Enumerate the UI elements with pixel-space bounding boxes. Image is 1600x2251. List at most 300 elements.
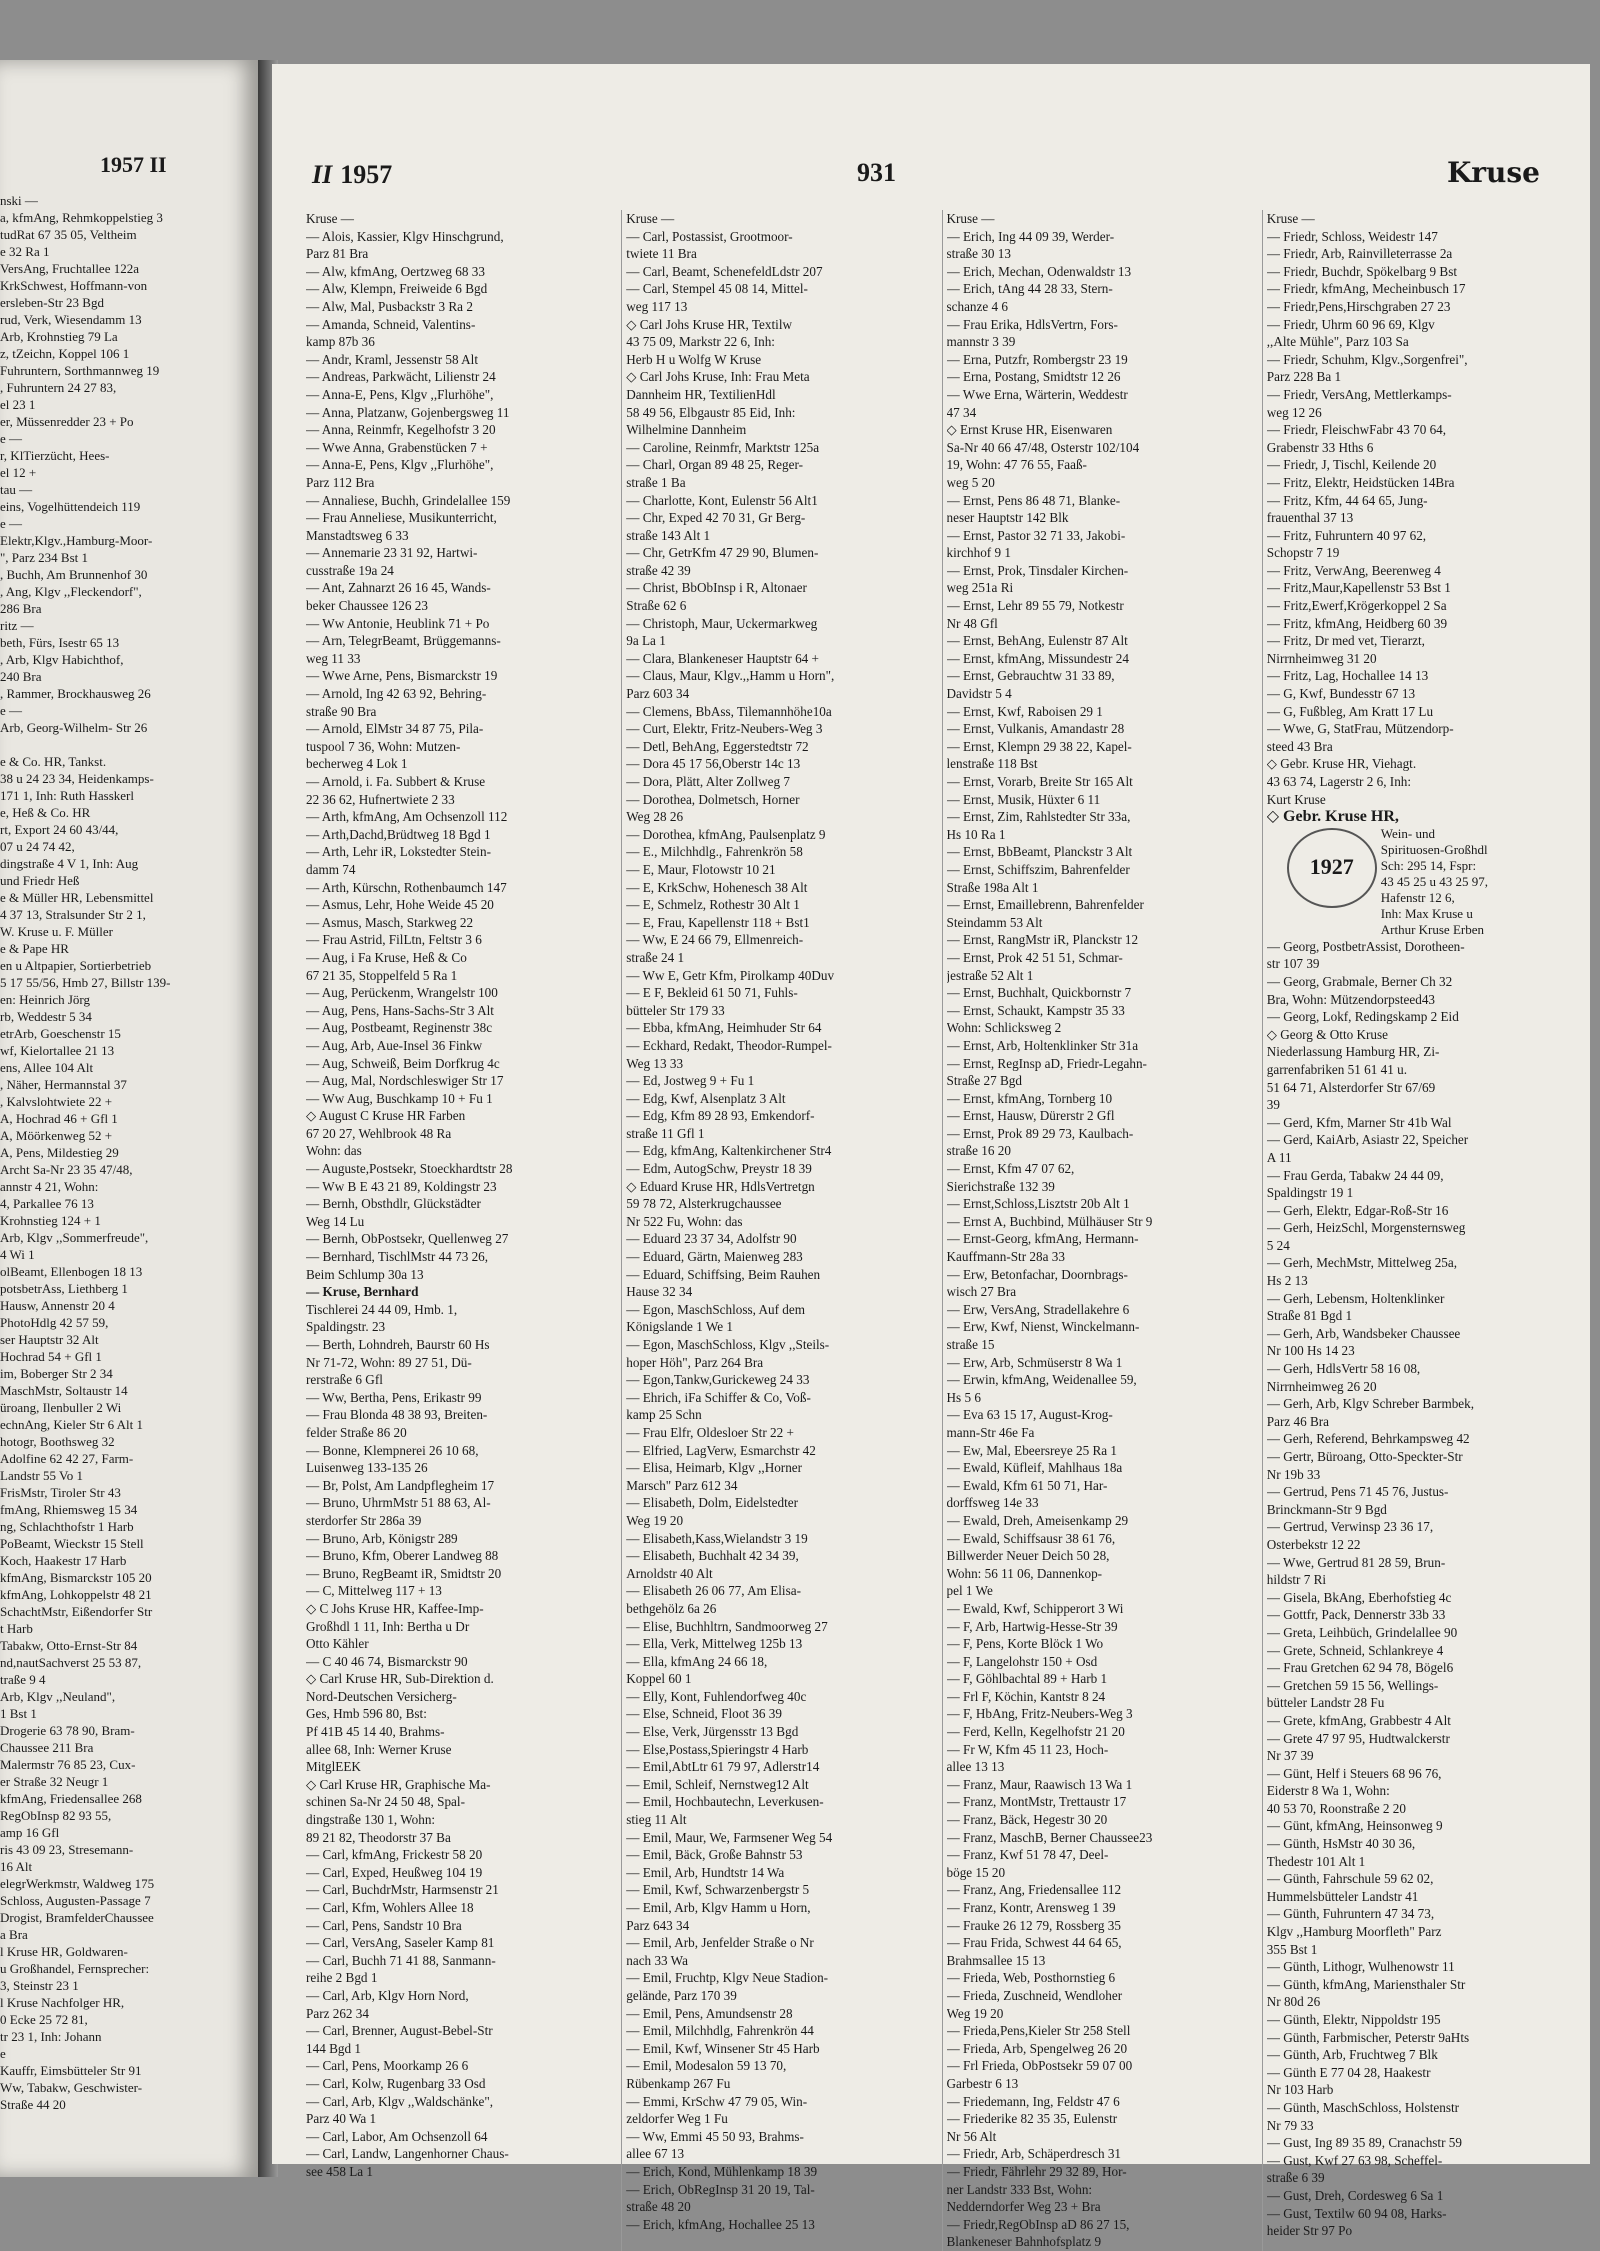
directory-entry-line: Kruse — — [1266, 211, 1315, 226]
directory-entry-line: — Curt, Elektr, Fritz-Neubers-Weg 3 — [626, 721, 823, 737]
directory-entry-line: straße 6 39 — [1266, 2170, 1325, 2186]
directory-entry-line: straße 11 Gfl 1 — [626, 1125, 705, 1141]
directory-entry-line: hoper Höh", Parz 264 Bra — [626, 1354, 764, 1370]
directory-entry-line: — Günth E 77 04 28, Haakestr — [1266, 2064, 1431, 2080]
directory-entry-line: — Arnold, ElMstr 34 87 75, Pila- — [306, 721, 484, 737]
directory-entry-line: — Bruno, Arb, Königstr 289 — [306, 1530, 458, 1546]
left-page-line: eins, Vogelhüttendeich 119 — [0, 499, 141, 514]
directory-entry-line: — Fritz, Dr med vet, Tierarzt, — [1266, 633, 1425, 649]
left-page-line: ersleben-Str 23 Bgd — [0, 295, 104, 310]
directory-entry-line: bütteler Landstr 28 Fu — [1266, 1695, 1385, 1711]
directory-entry-line: beker Chaussee 126 23 — [306, 598, 428, 614]
directory-entry-line: — Ernst, Prok 42 51 51, Schmar- — [946, 949, 1123, 965]
directory-entry-line: Weg 28 26 — [626, 809, 684, 825]
directory-entry-line: — Arth, Lehr iR, Lokstedter Stein- — [306, 844, 491, 860]
directory-entry-line: garrenfabriken 51 61 41 u. — [1266, 1061, 1408, 1077]
directory-entry-line: allee 67 13 — [626, 2146, 685, 2162]
advertisement-line: Wein- und — [1380, 825, 1435, 841]
directory-entry-line: — Gerd, Kfm, Marner Str 41b Wal — [1266, 1114, 1452, 1130]
directory-entry-line: Nr 19b 33 — [1266, 1466, 1321, 1482]
directory-entry-line: — Emil, Bäck, Große Bahnstr 53 — [626, 1847, 803, 1863]
left-page-line: im, Boberger Str 2 34 — [0, 1366, 113, 1381]
directory-entry-line: — Ernst, Schiffszim, Bahrenfelder — [946, 861, 1130, 877]
directory-entry-line: — Erich, Kond, Mühlenkamp 18 39 — [626, 2163, 818, 2179]
directory-entry-line: — Gertrud, Verwinsp 23 36 17, — [1266, 1519, 1434, 1535]
left-page-line: tr 23 1, Inh: Johann — [0, 2029, 102, 2044]
directory-entry-line: — Anna-E, Pens, Klgv ,,Flurhöhe", — [306, 386, 494, 402]
directory-entry-line: — Wwe Anna, Grabenstücken 7 + — [306, 439, 488, 455]
directory-entry-line: — Edm, AutogSchw, Preystr 18 39 — [626, 1161, 812, 1177]
directory-entry-line: — Elly, Kont, Fuhlendorfweg 40c — [626, 1688, 807, 1704]
directory-entry-line: — Ernst, Musik, Hüxter 6 11 — [946, 791, 1101, 807]
directory-entry-line: dingstraße 130 1, Wohn: — [306, 1812, 436, 1828]
left-page-line: 286 Bra — [0, 601, 42, 616]
directory-entry-line: 51 64 71, Alsterdorfer Str 67/69 — [1266, 1079, 1436, 1095]
directory-entry-line: — Bonne, Klempnerei 26 10 68, — [306, 1442, 479, 1458]
directory-entry-line: Straße 198a Alt 1 — [946, 879, 1039, 895]
directory-entry-line: Parz 81 Bra — [306, 246, 369, 262]
directory-entry-line: — Ernst, Vorarb, Breite Str 165 Alt — [946, 774, 1133, 789]
directory-entry-line: — Ww E, Getr Kfm, Pirolkamp 40Duv — [626, 967, 835, 983]
directory-entry-line: — F, Pens, Korte Blöck 1 Wo — [946, 1636, 1104, 1652]
directory-entry-line: — Carl, Exped, Heußweg 104 19 — [306, 1864, 483, 1880]
directory-entry-line: — Günth, Fahrschule 59 62 02, — [1266, 1871, 1434, 1887]
left-page-line: A, Pens, Mildestieg 29 — [0, 1145, 119, 1160]
directory-entry-line: Großhdl 1 11, Inh: Bertha u Dr — [306, 1618, 470, 1634]
directory-entry-line: — Aug, Perückenm, Wrangelstr 100 — [306, 985, 498, 1001]
left-page-line: FrisMstr, Tiroler Str 43 — [0, 1485, 121, 1500]
directory-entry-line: — Emil,AbtLtr 61 79 97, Adlerstr14 — [626, 1759, 820, 1775]
directory-entry-line: — Wwe, Gertrud 81 28 59, Brun- — [1266, 1554, 1446, 1570]
left-page-line: Landstr 55 Vo 1 — [0, 1468, 83, 1483]
left-page-line: Hausw, Annenstr 20 4 — [0, 1298, 115, 1313]
directory-entry-line: Wohn: Schlicksweg 2 — [946, 1020, 1062, 1036]
directory-entry-line: — Friedr, FleischwFabr 43 70 64, — [1266, 422, 1447, 438]
directory-entry-line: ◇ Georg & Otto Kruse — [1266, 1026, 1388, 1042]
directory-entry-line: weg 5 20 — [946, 474, 995, 490]
directory-entry-line: — Ehrich, iFa Schiffer & Co, Voß- — [626, 1389, 811, 1405]
directory-entry-line: — Gerh, Elektr, Edgar-Roß-Str 16 — [1266, 1202, 1449, 1218]
directory-entry-line: — Ernst, RangMstr iR, Planckstr 12 — [946, 932, 1139, 948]
directory-entry-line: — Br, Polst, Am Landpflegheim 17 — [306, 1477, 495, 1493]
directory-entry-line: — Else, Schneid, Floot 36 39 — [626, 1706, 782, 1722]
directory-entry-line: Hs 10 Ra 1 — [946, 826, 1006, 842]
directory-entry-line: — Ernst, Pens 86 48 71, Blanke- — [946, 492, 1121, 508]
directory-entry-line: — Clemens, BbAss, Tilemannhöhe10a — [626, 703, 832, 719]
directory-entry-line: — Carl, Kolw, Rugenbarg 33 Osd — [306, 2075, 486, 2091]
directory-entry-line: Bra, Wohn: Mützendorpsteed43 — [1266, 991, 1436, 1007]
left-page-line: Fuhruntern, Sorthmannweg 19 — [0, 363, 160, 378]
directory-entry-line: Kurt Kruse — [1266, 791, 1326, 807]
directory-entry-line: — Gretchen 59 15 56, Wellings- — [1266, 1677, 1439, 1693]
directory-entry-line: dorffsweg 14e 33 — [946, 1495, 1039, 1511]
directory-entry-line: — Friedr, Schuhm, Klgv.,Sorgenfrei", — [1266, 351, 1468, 367]
left-page-line: ser Hauptstr 32 Alt — [0, 1332, 99, 1347]
left-page-line: 4 Wi 1 — [0, 1247, 35, 1262]
directory-entry-line: — Friedr, Schloss, Weidestr 147 — [1266, 228, 1438, 244]
directory-entry-line: Niederlassung Hamburg HR, Zi- — [1266, 1044, 1440, 1060]
directory-entry-line: — Asmus, Masch, Starkweg 22 — [306, 914, 474, 930]
left-page-line: 07 u 24 74 42, — [0, 839, 75, 854]
left-page-line: wf, Kielortallee 21 13 — [0, 1043, 115, 1058]
directory-entry-line: — Charlotte, Kont, Eulenstr 56 Alt1 — [626, 492, 818, 508]
directory-entry-line: 144 Bgd 1 — [306, 2040, 361, 2056]
directory-entry-line: frauenthal 37 13 — [1266, 510, 1354, 526]
directory-entry-line: schanze 4 6 — [946, 298, 1009, 314]
directory-entry-line: — Carl, Buchh 71 41 88, Sanmann- — [306, 1952, 496, 1968]
directory-entry-line: wisch 27 Bra — [946, 1284, 1017, 1300]
directory-entry-line: — Gerh, MechMstr, Mittelweg 25a, — [1266, 1255, 1458, 1271]
directory-entry-line: — E, Maur, Flotowstr 10 21 — [626, 861, 776, 877]
directory-entry-line: — Ernst-Georg, kfmAng, Hermann- — [946, 1231, 1139, 1247]
directory-entry-line: 58 49 56, Elbgaustr 85 Eid, Inh: — [626, 404, 796, 420]
directory-entry-line: — Amanda, Schneid, Valentins- — [306, 316, 476, 332]
directory-entry-line: — Aug, Arb, Aue-Insel 36 Finkw — [306, 1037, 483, 1053]
left-page-line: t Harb — [0, 1621, 33, 1636]
directory-entry-line: ◇ Carl Kruse HR, Sub-Direktion d. — [306, 1671, 494, 1687]
directory-entry-line: becherweg 4 Lok 1 — [306, 756, 408, 772]
left-page-line: kfmAng, Lohkoppelstr 48 21 — [0, 1587, 152, 1602]
directory-entry-line: — Christ, BbObInsp i R, Altonaer — [626, 580, 807, 596]
directory-entry-line: Grabenstr 33 Hths 6 — [1266, 439, 1374, 455]
directory-entry-line: Sierichstraße 132 39 — [946, 1178, 1055, 1194]
directory-entry-line: — Greta, Leihbüch, Grindelallee 90 — [1266, 1624, 1458, 1640]
directory-entry-line: stieg 11 Alt — [626, 1812, 687, 1828]
directory-entry-line: — Ernst, Prok, Tinsdaler Kirchen- — [946, 562, 1129, 578]
directory-entry-line: mannstr 3 39 — [946, 334, 1016, 350]
directory-entry-line: — Ernst, Hausw, Dürerstr 2 Gfl — [946, 1108, 1115, 1124]
directory-entry-line: straße 143 Alt 1 — [626, 527, 711, 543]
directory-entry-line: — Gertrud, Pens 71 45 76, Justus- — [1266, 1484, 1449, 1500]
directory-entry-line: — Ernst, Zim, Rahlstedter Str 33a, — [946, 809, 1131, 825]
directory-entry-line: rerstraße 6 Gfl — [306, 1372, 383, 1388]
directory-entry-line: — Günth, Farbmischer, Peterstr 9aHts — [1266, 2029, 1470, 2045]
directory-entry-line: Otto Kähler — [306, 1636, 369, 1652]
directory-entry-line: Parz 262 34 — [306, 2005, 369, 2021]
directory-entry-line: — Gerd, KaiArb, Asiastr 22, Speicher — [1266, 1132, 1469, 1148]
directory-entry-line: — Carl, Labor, Am Ochsenzoll 64 — [306, 2128, 488, 2144]
advertisement-line: Hafenstr 12 6, — [1380, 889, 1455, 905]
directory-entry-line: — Ernst, Kwf, Raboisen 29 1 — [946, 703, 1103, 719]
directory-entry-line: — Gust, Kwf 27 63 98, Scheffel- — [1266, 2152, 1443, 2168]
directory-entry-line: Weg 19 20 — [946, 2005, 1004, 2021]
directory-entry-line: Nr 80d 26 — [1266, 1994, 1321, 2010]
directory-entry-line: sterdorfer Str 286a 39 — [306, 1512, 422, 1528]
directory-entry-line: — Grete, Schneid, Schlankreye 4 — [1266, 1642, 1444, 1658]
directory-entry-line: damm 74 — [306, 861, 356, 877]
directory-entry-line: lenstraße 118 Bst — [946, 756, 1038, 772]
directory-entry-line: — Auguste,Postsekr, Stoeckhardtstr 28 — [306, 1161, 513, 1177]
left-page-line: VersAng, Fruchtallee 122a — [0, 261, 139, 276]
directory-entry-line: — Annemarie 23 31 92, Hartwi- — [306, 545, 478, 561]
directory-entry-line: — Carl, Stempel 45 08 14, Mittel- — [626, 281, 808, 297]
directory-entry-line: — Elisabeth, Buchhalt 42 34 39, — [626, 1548, 799, 1564]
directory-entry-line: — Aug, Schweiß, Beim Dorfkrug 4c — [306, 1055, 500, 1071]
directory-entry-line: — C, Mittelweg 117 + 13 — [306, 1583, 442, 1599]
advertisement-line: 43 45 25 u 43 25 97, — [1380, 873, 1488, 889]
directory-entry-line: straße 30 13 — [946, 246, 1011, 262]
directory-entry-line: — Ernst, Pastor 32 71 33, Jakobi- — [946, 527, 1126, 543]
directory-entry-line: — Gerh, HdlsVertr 58 16 08, — [1266, 1361, 1421, 1377]
left-page-line: , Kalvslohtwiete 22 + — [0, 1094, 113, 1109]
directory-entry-line: Nr 48 Gfl — [946, 615, 998, 631]
directory-entry-line: — Ww, E 24 66 79, Ellmenreich- — [626, 932, 804, 948]
directory-entry-line: — Gerh, Referend, Behrkampsweg 42 — [1266, 1431, 1470, 1447]
directory-entry-line: — Ww Antonie, Heublink 71 + Po — [306, 615, 490, 631]
directory-entry-line: ◇ Eduard Kruse HR, HdlsVertretgn — [626, 1178, 815, 1194]
directory-entry-line: — Fritz, Kfm, 44 64 65, Jung- — [1266, 492, 1428, 508]
directory-entry-line: — Franz, Bäck, Hegestr 30 20 — [946, 1812, 1108, 1828]
left-page-line: elegrWerkmstr, Waldweg 175 — [0, 1876, 155, 1891]
directory-entry-line: — Emil, Pens, Amundsenstr 28 — [626, 2005, 793, 2021]
directory-entry-line: — Fr W, Kfm 45 11 23, Hoch- — [946, 1741, 1109, 1757]
directory-entry-line: Beim Schlump 30a 13 — [306, 1266, 424, 1282]
directory-entry-line: — Erw, Betonfachar, Doornbrags- — [946, 1266, 1128, 1282]
directory-entry-line: — Günth, MaschSchloss, Holstenstr — [1266, 2099, 1460, 2115]
directory-entry-line: — Arth, Kürschn, Rothenbaumch 147 — [306, 879, 507, 895]
running-head: Kruse — [1446, 156, 1540, 189]
left-page-line: 240 Bra — [0, 669, 42, 684]
directory-entry-line: — Ebba, kfmAng, Heimhuder Str 64 — [626, 1020, 822, 1036]
directory-entry-line: Brinckmann-Str 9 Bgd — [1266, 1501, 1387, 1517]
left-page-line: ", Parz 234 Bst 1 — [0, 550, 88, 565]
directory-entry-line: — Asmus, Lehr, Hohe Weide 45 20 — [306, 897, 494, 913]
left-page-line: Kauffr, Eimsbütteler Str 91 — [0, 2063, 142, 2078]
directory-entry-line: — Franz, Maur, Raawisch 13 Wa 1 — [946, 1776, 1133, 1792]
left-page-line: tau — — [0, 482, 33, 497]
directory-entry-line: — Dorothea, kfmAng, Paulsenplatz 9 — [626, 826, 826, 842]
directory-entry-line: 9a La 1 — [626, 633, 666, 649]
directory-entry-line: — Ernst, Emaillebrenn, Bahrenfelder — [946, 897, 1144, 913]
directory-entry-line: weg 117 13 — [626, 298, 688, 314]
directory-entry-line: Kruse — — [306, 211, 354, 226]
left-page-line: rud, Verk, Wiesendamm 13 — [0, 312, 142, 327]
directory-entry-line: Parz 112 Bra — [306, 474, 375, 490]
directory-entry-line: — Clara, Blankeneser Hauptstr 64 + — [626, 650, 819, 666]
directory-entry-line: — F, Arb, Hartwig-Hesse-Str 39 — [946, 1618, 1118, 1634]
left-page-line: a, kfmAng, Rehmkoppelstieg 3 — [0, 210, 163, 225]
directory-entry-line: — Frieda, Web, Posthornstieg 6 — [946, 1970, 1116, 1986]
directory-entry-line: — Eva 63 15 17, August-Krog- — [946, 1407, 1113, 1423]
directory-entry-line: — F, HbAng, Fritz-Neubers-Weg 3 — [946, 1706, 1133, 1722]
left-page-line: Malermstr 76 85 23, Cux- — [0, 1757, 136, 1772]
left-page-line: PhotoHdlg 42 57 59, — [0, 1315, 109, 1330]
left-page-line: Koch, Haakestr 17 Harb — [0, 1553, 127, 1568]
directory-entry-line: Tischlerei 24 44 09, Hmb. 1, — [306, 1301, 458, 1317]
directory-entry-line: straße 42 39 — [626, 562, 691, 578]
left-page-line: e & Müller HR, Lebensmittel — [0, 890, 154, 905]
directory-entry-line: Nr 100 Hs 14 23 — [1266, 1343, 1355, 1359]
left-page — [0, 60, 258, 2177]
left-page-line: 3, Steinstr 23 1 — [0, 1978, 79, 1993]
directory-entry-line: — Friederike 82 35 35, Eulenstr — [946, 2111, 1118, 2127]
directory-entry-line: 89 21 82, Theodorstr 37 Ba — [306, 1829, 451, 1845]
directory-entry-line: allee 68, Inh: Werner Kruse — [306, 1741, 452, 1757]
directory-entry-line: — Günt, kfmAng, Heinsonweg 9 — [1266, 1818, 1443, 1834]
directory-entry-line: jestraße 52 Alt 1 — [946, 967, 1034, 983]
directory-entry-line: weg 251a Ri — [946, 580, 1014, 596]
directory-entry-line: kamp 25 Schn — [626, 1407, 702, 1423]
directory-entry-line: — Erwin, kfmAng, Weidenallee 59, — [946, 1372, 1137, 1388]
directory-entry-line: — Eckhard, Redakt, Theodor-Rumpel- — [626, 1037, 832, 1053]
left-page-line: en: Heinrich Jörg — [0, 992, 91, 1007]
directory-entry-line: — Edg, Kfm 89 28 93, Emkendorf- — [626, 1108, 815, 1124]
directory-entry-line: — Ernst, Arb, Holtenklinker Str 31a — [946, 1037, 1139, 1053]
directory-entry-line: Blankeneser Bahnhofsplatz 9 — [946, 2234, 1102, 2250]
directory-entry-line: — Edg, kfmAng, Kaltenkirchener Str4 — [626, 1143, 832, 1159]
directory-entry-line: — Erna, Putzfr, Rombergstr 23 19 — [946, 351, 1128, 367]
directory-entry-line: 22 36 62, Hufnertwiete 2 33 — [306, 791, 455, 807]
directory-entry-line: — Ernst, Buchhalt, Quickbornstr 7 — [946, 985, 1132, 1001]
left-page-line: e — — [0, 703, 23, 718]
directory-entry-line: — Frieda, Zuschneid, Wendloher — [946, 1987, 1123, 2003]
directory-entry-line: — Dorothea, Dolmetsch, Horner — [626, 791, 800, 807]
directory-entry-line: — Egon, MaschSchloss, Klgv ,,Steils- — [626, 1337, 830, 1352]
directory-entry-line: Billwerder Neuer Deich 50 28, — [946, 1548, 1110, 1564]
directory-entry-line: — Wwe, G, StatFrau, Mützendorp- — [1266, 721, 1454, 737]
founding-year-seal: 1927 — [1287, 828, 1377, 908]
left-page-line: rb, Weddestr 5 34 — [0, 1009, 92, 1024]
directory-entry-line: — Berth, Lohndreh, Baurstr 60 Hs — [306, 1337, 490, 1352]
left-page-line: 5 17 55/56, Hmb 27, Billstr 139- — [0, 975, 171, 990]
directory-entry-line: — Ewald, Kfm 61 50 71, Har- — [946, 1477, 1108, 1493]
directory-entry-line: Rübenkamp 267 Fu — [626, 2075, 731, 2091]
directory-entry-line: — Frau Anneliese, Musikunterricht, — [306, 510, 497, 526]
directory-entry-line: straße 15 — [946, 1337, 995, 1352]
left-page-line: Arb, Klgv ,,Neuland", — [0, 1689, 116, 1704]
directory-entry-line: — Friedr,Pens,Hirschgraben 27 23 — [1266, 298, 1451, 314]
directory-entry-line: Dannheim HR, TextilienHdl — [626, 386, 776, 402]
directory-entry-line: — Ww, Emmi 45 50 93, Brahms- — [626, 2128, 804, 2144]
directory-entry-line: — Ernst, BbBeamt, Planckstr 3 Alt — [946, 844, 1133, 860]
directory-entry-line: — Egon,Tankw,Gurickeweg 24 33 — [626, 1372, 810, 1388]
directory-entry-line: — Ernst, Kfm 47 07 62, — [946, 1161, 1075, 1177]
directory-entry-line: — Frau Elfr, Oldesloer Str 22 + — [626, 1424, 794, 1440]
directory-entry-line: — Bruno, UhrmMstr 51 88 63, Al- — [306, 1495, 491, 1511]
directory-entry-line: — Frl Frieda, ObPostsekr 59 07 00 — [946, 2058, 1133, 2074]
directory-entry-line: twiete 11 Bra — [626, 246, 697, 262]
directory-entry-line: — Ernst,Schloss,Lisztstr 20b Alt 1 — [946, 1196, 1130, 1212]
directory-entry-line: mann-Str 46e Fa — [946, 1424, 1035, 1440]
directory-entry-line: — Ella, kfmAng 24 66 18, — [626, 1653, 768, 1669]
directory-entry-line: — Carl, Kfm, Wohlers Allee 18 — [306, 1900, 474, 1915]
directory-entry-line: — F, Langelohstr 150 + Osd — [946, 1653, 1098, 1669]
directory-entry-line: — Arth, kfmAng, Am Ochsenzoll 112 — [306, 809, 508, 825]
directory-entry-line: — Gerh, HeizSchl, Morgensternsweg — [1266, 1220, 1466, 1236]
left-page-line: Chaussee 211 Bra — [0, 1740, 94, 1755]
directory-entry-line: — Emil, Hochbautechn, Leverkusen- — [626, 1794, 824, 1810]
directory-entry-line: — Ernst, Klempn 29 38 22, Kapel- — [946, 738, 1132, 754]
directory-entry-line: — Bruno, Kfm, Oberer Landweg 88 — [306, 1548, 499, 1564]
advertisement-line: Spirituosen-Großhdl — [1380, 841, 1488, 857]
gebr-kruse-advertisement — [1267, 826, 1572, 938]
left-page-line: e 32 Ra 1 — [0, 244, 50, 259]
directory-entry-line: Parz 228 Ba 1 — [1266, 369, 1342, 385]
left-page-line: Drogist, BramfelderChaussee — [0, 1910, 154, 1925]
directory-entry-line: — Andr, Kraml, Jessenstr 58 Alt — [306, 351, 478, 367]
left-page-line: e — — [0, 431, 23, 446]
left-page-line: u Großhandel, Fernsprecher: — [0, 1961, 150, 1976]
directory-entry-line: — Georg, PostbetrAssist, Dorotheen- — [1266, 938, 1465, 954]
directory-entry-line: — Frl F, Köchin, Kantstr 8 24 — [946, 1688, 1106, 1704]
directory-entry-line: MitglEEK — [306, 1759, 361, 1775]
directory-entry-line: pel 1 We — [946, 1583, 993, 1599]
left-page-line: 1 Bst 1 — [0, 1706, 37, 1721]
directory-entry-line: — Egon, MaschSchloss, Auf dem — [626, 1301, 806, 1317]
directory-entry-line: — Ww B E 43 21 89, Koldingstr 23 — [306, 1178, 497, 1194]
directory-entry-line: — Ernst, Gebrauchtw 31 33 89, — [946, 668, 1115, 684]
directory-entry-line: — G, Kwf, Bundesstr 67 13 — [1266, 686, 1416, 702]
directory-entry-line: 59 78 72, Alsterkrugchaussee — [626, 1196, 782, 1212]
directory-entry-line: gelände, Parz 170 39 — [626, 1987, 737, 2003]
left-page-line: A, Hochrad 46 + Gfl 1 — [0, 1111, 118, 1126]
directory-entry-line: heider Str 97 Po — [1266, 2223, 1353, 2239]
left-page-line: Krohnstieg 124 + 1 — [0, 1213, 101, 1228]
left-page-line: Archt Sa-Nr 23 35 47/48, — [0, 1162, 133, 1177]
directory-entry-line: — E F, Bekleid 61 50 71, Fuhls- — [626, 985, 798, 1001]
left-page-line: a Bra — [0, 1927, 28, 1942]
directory-entry-line: — C 40 46 74, Bismarckstr 90 — [306, 1653, 468, 1669]
directory-entry-line: bethgehölz 6a 26 — [626, 1600, 717, 1616]
page-header — [312, 154, 1570, 194]
left-page-line: nski — — [0, 193, 38, 208]
directory-entry-line: — Frau Blonda 48 38 93, Breiten- — [306, 1407, 488, 1423]
directory-entry-line: 355 Bst 1 — [1266, 1941, 1318, 1957]
directory-entry-line: Nr 103 Harb — [1266, 2082, 1334, 2098]
directory-entry-line: — Franz, MontMstr, Trettaustr 17 — [946, 1794, 1127, 1810]
directory-entry-line: — Wwe Arne, Pens, Bismarckstr 19 — [306, 668, 498, 684]
directory-entry-line: — Carl, Postassist, Grootmoor- — [626, 228, 793, 244]
directory-entry-line: — Frau Erika, HdlsVertrn, Fors- — [946, 316, 1118, 332]
directory-entry-line: weg 11 33 — [306, 650, 361, 666]
directory-entry-line: — Günt, Helf i Steuers 68 96 76, — [1266, 1765, 1442, 1781]
directory-entry-line: — Frau Frida, Schwest 44 64 65, — [946, 1935, 1122, 1951]
directory-entry-line: straße 1 Ba — [626, 474, 686, 490]
directory-entry-line: Hs 2 13 — [1266, 1273, 1308, 1289]
directory-entry-line: — Ella, Verk, Mittelweg 125b 13 — [626, 1636, 803, 1652]
directory-entry-line: — E, KrkSchw, Hohenesch 38 Alt — [626, 879, 808, 895]
directory-entry-line: Osterbekstr 12 22 — [1266, 1536, 1361, 1552]
directory-entry-line: — Alw, Mal, Pusbackstr 3 Ra 2 — [306, 298, 473, 314]
directory-entry-line: Kauffmann-Str 28a 33 — [946, 1249, 1065, 1265]
directory-entry-line: Arnoldstr 40 Alt — [626, 1565, 713, 1581]
directory-entry-line: — Gertr, Büroang, Otto-Speckter-Str — [1266, 1449, 1463, 1464]
directory-entry-line: — Aug, Mal, Nordschleswiger Str 17 — [306, 1073, 504, 1089]
directory-entry-line: — Frieda, Arb, Spengelweg 26 20 — [946, 2040, 1128, 2056]
directory-entry-line: — Ew, Mal, Ebeersreye 25 Ra 1 — [946, 1442, 1118, 1458]
left-page-line: Ww, Tabakw, Geschwister- — [0, 2080, 143, 2095]
directory-entry-line: — Chr, Exped 42 70 31, Gr Berg- — [626, 510, 806, 526]
left-page-line: , Fuhruntern 24 27 83, — [0, 380, 117, 395]
left-page-line: en u Altpapier, Sortierbetrieb — [0, 958, 152, 973]
directory-entry-line: — Fritz, Lag, Hochallee 14 13 — [1266, 668, 1429, 684]
directory-entry-line: — Edg, Kwf, Alsenplatz 3 Alt — [626, 1090, 786, 1106]
directory-entry-line: Hs 5 6 — [946, 1389, 981, 1405]
directory-entry-line: — Anna-E, Pens, Klgv ,,Flurhöhe", — [306, 457, 494, 473]
directory-entry-line: Eiderstr 8 Wa 1, Wohn: — [1266, 1783, 1390, 1799]
directory-entry-line: reihe 2 Bgd 1 — [306, 1970, 378, 1986]
directory-entry-line: Herb H u Wolfg W Kruse — [626, 351, 762, 367]
directory-entry-line: — Wwe Erna, Wärterin, Weddestr — [946, 386, 1128, 402]
left-page-line: tudRat 67 35 05, Veltheim — [0, 227, 137, 242]
directory-entry-line: — Eduard 23 37 34, Adolfstr 90 — [626, 1231, 797, 1247]
left-page-line: ris 43 09 23, Stresemann- — [0, 1842, 134, 1857]
left-page-line: üroang, Ilenbuller 2 Wi — [0, 1400, 122, 1415]
directory-entry-line: ◇ Gebr. Kruse HR, Viehagt. — [1266, 756, 1417, 772]
left-page-line: , Ang, Klgv ,,Fleckendorf", — [0, 584, 142, 599]
left-page-line: z, tZeichn, Koppel 106 1 — [0, 346, 130, 361]
directory-entry-line: Parz 603 34 — [626, 686, 690, 702]
